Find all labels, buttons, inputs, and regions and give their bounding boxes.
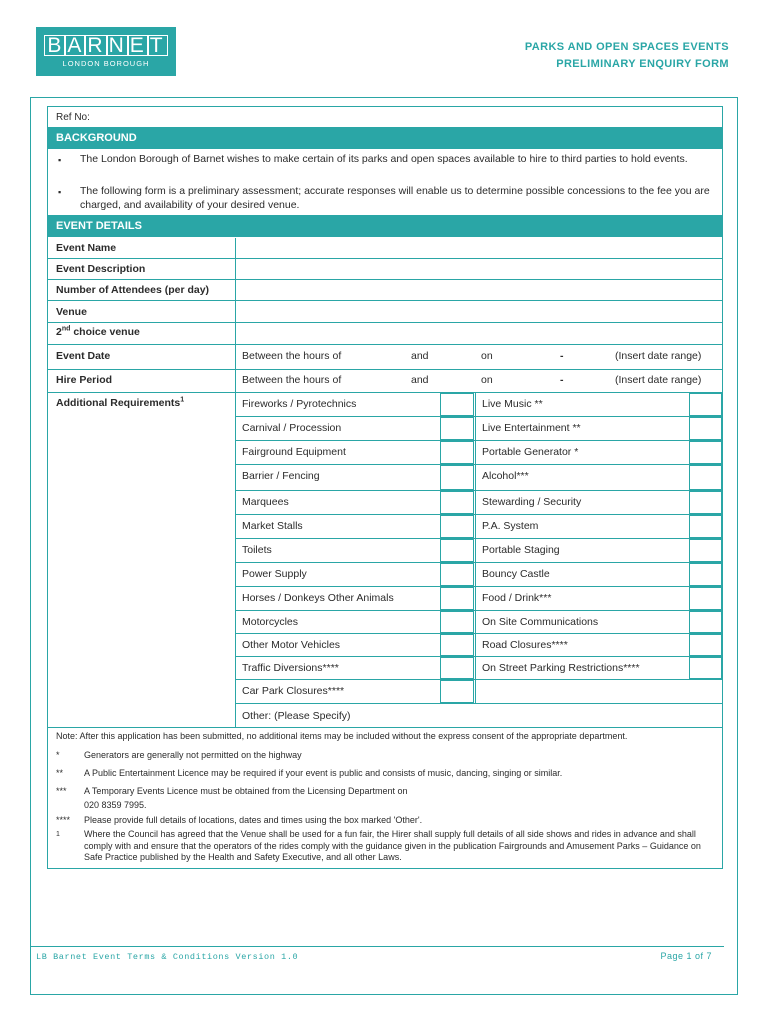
event-name-input[interactable]: [236, 238, 722, 258]
logo-letter: T: [147, 35, 168, 56]
row-divider: [235, 703, 722, 704]
requirement-right-label: Alcohol***: [482, 470, 529, 482]
row-divider: [235, 416, 722, 417]
requirement-checkbox[interactable]: [440, 393, 474, 416]
venue-label: Venue: [56, 306, 87, 318]
logo-letter: A: [64, 35, 86, 56]
requirement-checkbox[interactable]: [689, 441, 722, 464]
row-divider: [48, 727, 722, 728]
background-bullet-1: The London Borough of Barnet wishes to make certain of its parks and open spaces available to hire to third parties to hold events.: [80, 153, 688, 165]
bullet-icon: ▪: [58, 155, 62, 165]
requirement-left-label: Toilets: [242, 544, 272, 556]
bullet-icon: ▪: [58, 187, 62, 197]
requirement-right-label: On Site Communications: [482, 616, 599, 628]
requirement-left-label: Car Park Closures****: [242, 685, 345, 697]
requirement-checkbox[interactable]: [689, 563, 722, 586]
requirement-right-label: Live Music **: [482, 398, 543, 410]
row-divider: [48, 369, 722, 370]
note-mark: 1: [56, 831, 60, 838]
background-bullet-2: The following form is a preliminary assessment; accurate responses will enable us to determine possible concessions to the fee you are charged, and availability of your desired venue.: [80, 185, 710, 211]
background-heading: BACKGROUND: [48, 127, 722, 149]
requirement-left-label: Carnival / Procession: [242, 422, 342, 434]
second-venue-input[interactable]: [236, 323, 722, 343]
requirement-left-label: Motorcycles: [242, 616, 299, 628]
requirement-checkbox[interactable]: [440, 465, 474, 490]
attendees-label: Number of Attendees (per day): [56, 284, 210, 296]
hire-period-range: (Insert date range): [615, 374, 702, 386]
event-date-and: and: [411, 350, 429, 362]
requirement-checkbox[interactable]: [440, 611, 474, 633]
title-line-1: PARKS AND OPEN SPACES EVENTS: [524, 41, 729, 53]
requirement-right-label: Stewarding / Security: [482, 496, 582, 508]
hire-period-between: Between the hours of: [242, 374, 342, 386]
column-divider: [475, 393, 476, 704]
hire-period-on: on: [481, 374, 493, 386]
requirement-right-label: On Street Parking Restrictions****: [482, 662, 640, 674]
ref-label: Ref No:: [56, 112, 90, 123]
requirement-checkbox[interactable]: [440, 634, 474, 656]
column-divider: [235, 238, 236, 727]
requirement-checkbox[interactable]: [689, 657, 722, 679]
row-divider: [48, 392, 722, 393]
requirement-checkbox[interactable]: [689, 634, 722, 656]
row-divider: [235, 440, 722, 441]
requirement-left-label: Barrier / Fencing: [242, 470, 320, 482]
note-mark: **: [56, 768, 64, 778]
requirement-left-label: Market Stalls: [242, 520, 303, 532]
requirement-left-label: Power Supply: [242, 568, 307, 580]
logo-letter: R: [84, 35, 107, 56]
row-divider: [235, 562, 722, 563]
requirement-left-label: Other Motor Vehicles: [242, 639, 341, 651]
barnet-logo: [36, 27, 176, 76]
requirement-right-label: Live Entertainment **: [482, 422, 581, 434]
row-divider: [48, 344, 722, 345]
logo-letter: B: [44, 35, 66, 56]
note-text: Where the Council has agreed that the Venue shall be used for a fun fair, the Hirer shall supply full details of all side shows and rides in advance and shall comply with and ensure that the operators of the rides comply with the guidance given in the publication Fairgrounds and Amusement Parks – Guidance on Safe Practice published by the Health and Safety Executive, and all other Laws.: [84, 829, 701, 862]
footer-page-number: Page 1 of 7: [660, 951, 712, 961]
logo-letter: E: [127, 35, 149, 56]
requirement-right-label: Bouncy Castle: [482, 568, 550, 580]
event-description-label: Event Description: [56, 263, 146, 275]
attendees-input[interactable]: [236, 280, 722, 300]
requirement-checkbox[interactable]: [440, 491, 474, 514]
row-divider: [235, 464, 722, 465]
logo-letter: N: [106, 35, 129, 56]
ref-input[interactable]: [108, 109, 708, 126]
requirement-checkbox[interactable]: [689, 611, 722, 633]
event-date-between: Between the hours of: [242, 350, 342, 362]
requirement-checkbox[interactable]: [440, 563, 474, 586]
logo-word: [36, 35, 176, 56]
enquiry-form: [47, 106, 723, 869]
note-text: Generators are generally not permitted on the highway: [84, 750, 302, 760]
footer-version: LB Barnet Event Terms & Conditions Version 1.0: [36, 952, 299, 962]
hire-period-label: Hire Period: [56, 374, 113, 386]
requirement-right-label: Food / Drink***: [482, 592, 552, 604]
hire-period-dash: -: [560, 374, 564, 386]
row-divider: [235, 633, 722, 634]
event-details-heading: EVENT DETAILS: [48, 215, 722, 237]
requirement-left-label: Fireworks / Pyrotechnics: [242, 398, 357, 410]
requirement-right-label: P.A. System: [482, 520, 539, 532]
additional-requirements-label: Additional Requirements$^1$: [56, 396, 185, 409]
requirement-left-label: Marquees: [242, 496, 289, 508]
hire-period-and: and: [411, 374, 429, 386]
event-date-dash: -: [560, 350, 564, 362]
note-text: Please provide full details of locations, dates and times using the box marked 'Other'.: [84, 815, 423, 825]
note-mark: ****: [56, 815, 71, 825]
requirement-checkbox[interactable]: [689, 465, 722, 490]
requirement-left-label: Fairground Equipment: [242, 446, 346, 458]
note-mark: ***: [56, 786, 67, 796]
note-text: A Public Entertainment Licence may be required if your event is public and consists of music, dancing, singing or similar.: [84, 768, 563, 778]
title-line-2: PRELIMINARY ENQUIRY FORM: [556, 58, 729, 70]
requirement-checkbox[interactable]: [440, 657, 474, 679]
requirement-checkbox[interactable]: [440, 539, 474, 562]
requirement-checkbox[interactable]: [689, 539, 722, 562]
requirement-checkbox[interactable]: [689, 491, 722, 514]
requirement-checkbox[interactable]: [440, 680, 474, 703]
note-intro: Note: After this application has been submitted, no additional items may be included without the express consent of the appropriate department.: [56, 731, 628, 741]
logo-subtitle: LONDON BOROUGH: [62, 59, 150, 68]
requirement-checkbox[interactable]: [689, 417, 722, 440]
event-date-range: (Insert date range): [615, 350, 702, 362]
requirement-checkbox[interactable]: [440, 515, 474, 538]
note-text: 020 8359 7995.: [84, 800, 147, 810]
requirement-left-label: Traffic Diversions****: [242, 662, 339, 674]
row-divider: [235, 514, 722, 515]
requirement-right-label: Portable Generator *: [482, 446, 579, 458]
footer-divider: [30, 946, 724, 947]
second-venue-label: 2nd choice venue: [56, 325, 140, 338]
requirement-right-label: Portable Staging: [482, 544, 560, 556]
row-divider: [235, 610, 722, 611]
requirement-checkbox[interactable]: [689, 587, 722, 610]
note-text: A Temporary Events Licence must be obtained from the Licensing Department on: [84, 786, 408, 796]
venue-input[interactable]: [236, 301, 722, 321]
row-divider: [235, 490, 722, 491]
row-divider: [235, 656, 722, 657]
requirement-checkbox[interactable]: [689, 515, 722, 538]
requirement-checkbox[interactable]: [440, 587, 474, 610]
event-name-label: Event Name: [56, 242, 117, 254]
requirement-right-label: Road Closures****: [482, 639, 568, 651]
requirement-left-label: Horses / Donkeys Other Animals: [242, 592, 394, 604]
requirement-checkbox[interactable]: [689, 393, 722, 416]
note-mark: *: [56, 750, 60, 760]
requirement-checkbox[interactable]: [440, 441, 474, 464]
row-divider: [235, 679, 722, 680]
page-title: [525, 39, 729, 73]
event-description-input[interactable]: [236, 259, 722, 279]
requirement-checkbox[interactable]: [440, 417, 474, 440]
event-date-label: Event Date: [56, 350, 111, 362]
event-date-on: on: [481, 350, 493, 362]
row-divider: [235, 586, 722, 587]
other-label: Other: (Please Specify): [242, 710, 351, 722]
row-divider: [235, 538, 722, 539]
